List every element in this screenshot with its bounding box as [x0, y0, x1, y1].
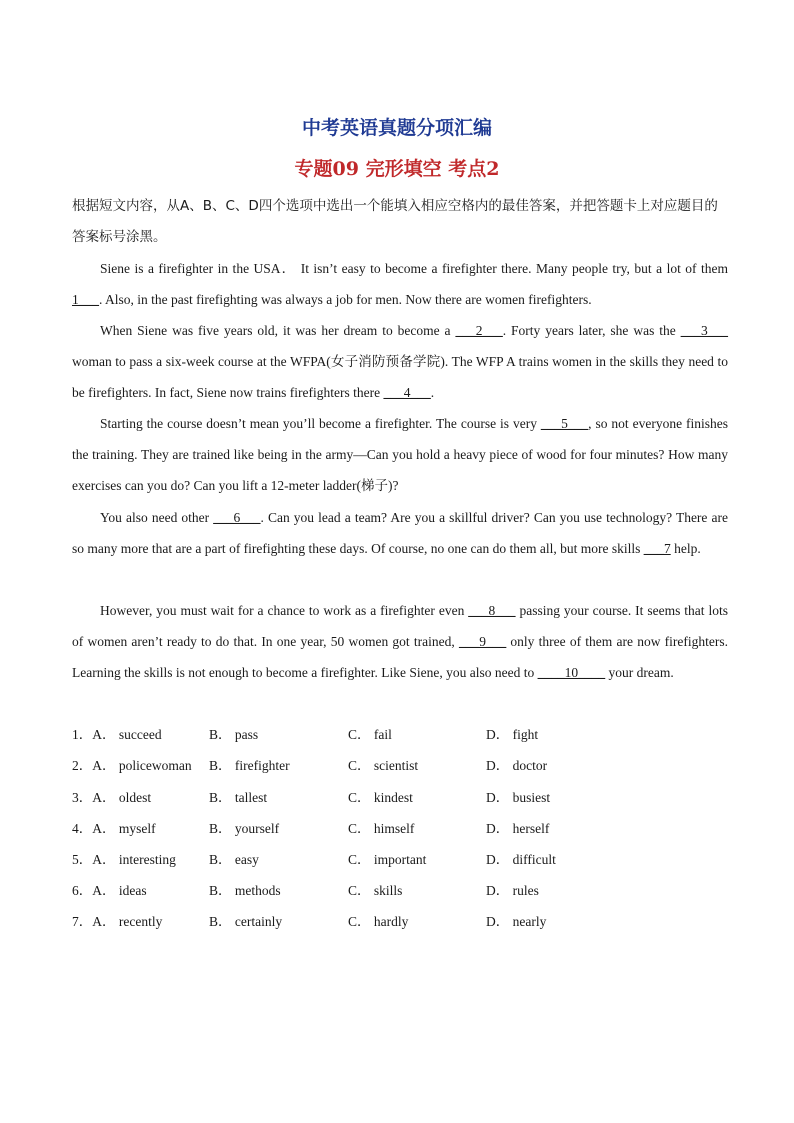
- option-c: C． himself: [348, 821, 415, 836]
- text-run: . Also, in the past firefighting was always a job for men. Now there are women firefighters.: [99, 292, 592, 307]
- question-3: [72, 782, 728, 813]
- text-run: woman to pass a six-week course at the WFPA(女子消防预备学院). The WFP A trains women in the skills they need to be firefighters. In fact, Siene now trains firefighters there: [72, 354, 728, 400]
- question-2: [72, 750, 728, 781]
- text-run: , so not everyone finishes the training. They are trained like being in the army—Can you hold a heavy piece of wood for four minutes? How many exercises can you do? Can you lift a 12-meter ladder(梯子)?: [72, 416, 728, 493]
- blank-9: ___9___: [458, 634, 507, 649]
- option-a: 6．A． ideas: [72, 883, 147, 898]
- option-d: D． rules: [486, 883, 539, 898]
- blank-2: ___2___: [455, 323, 503, 338]
- blank-5: ___5___: [540, 416, 589, 431]
- text-run: your dream.: [605, 665, 674, 680]
- option-a: 5．A． interesting: [72, 852, 176, 867]
- option-d: D． doctor: [486, 758, 548, 773]
- text-run: Starting the course doesn’t mean you’ll become a firefighter. The course is very: [100, 416, 541, 431]
- text-run: . Can you lead a team? Are you a skillful driver? Can you use technology? There are so many more that are a part of firefighting these days. Of course, no one can do them all, but more skills: [72, 510, 728, 556]
- option-c: C． scientist: [348, 758, 419, 773]
- blank-7: ___7: [643, 541, 671, 556]
- question-7: [72, 906, 728, 937]
- passage-paragraph-2: [72, 315, 728, 408]
- instructions: 根据短文内容，从A、B、C、D四个选项中选出一个能填入相应空格内的最佳答案，并把答题卡上对应题目的答案标号涂黑。: [72, 198, 718, 245]
- option-b: B． tallest: [209, 790, 268, 805]
- text-run: However, you must wait for a chance to work as a firefighter even: [100, 603, 469, 618]
- page-subtitle: 专题09 完形填空 考点2: [294, 158, 500, 180]
- text-run: only three of them are now firefighters. Learning the skills is not enough to become a firefighter. Like Siene, you also need to: [72, 634, 729, 680]
- page-title: 中考英语真题分项汇编: [301, 117, 492, 139]
- passage-paragraph-3: [72, 408, 728, 501]
- text-run: .: [430, 385, 435, 400]
- option-d: D． herself: [486, 821, 550, 836]
- blank-1: 1___: [72, 292, 99, 307]
- option-c: C． important: [348, 852, 427, 867]
- option-b: B． easy: [209, 852, 259, 867]
- question-1: [72, 719, 728, 750]
- option-b: B． firefighter: [209, 758, 290, 773]
- option-a: 2．A． policewoman: [72, 758, 192, 773]
- option-b: B． pass: [209, 727, 259, 742]
- text-run: . Forty years later, she was the: [502, 323, 681, 338]
- option-c: C． fail: [348, 727, 392, 742]
- option-b: B． methods: [209, 883, 281, 898]
- option-a: 7．A． recently: [72, 914, 163, 929]
- blank-3: ___3___: [680, 323, 728, 338]
- option-b: B． yourself: [209, 821, 280, 836]
- option-a: 1．A． succeed: [72, 727, 162, 742]
- option-d: D． fight: [486, 727, 539, 742]
- blank-8: ___8___: [468, 603, 516, 618]
- text-run: Siene is a firefighter in the USA． It isn’t easy to become a firefighter there. Many people try, but a lot of them: [100, 261, 728, 276]
- passage-paragraph-4: [72, 502, 728, 564]
- passage-paragraph-5: [72, 595, 728, 688]
- option-d: D． busiest: [486, 790, 551, 805]
- option-c: C． skills: [348, 883, 403, 898]
- option-c: C． hardly: [348, 914, 409, 929]
- blank-10: ____10____: [537, 665, 606, 680]
- option-d: D． nearly: [486, 914, 547, 929]
- option-c: C． kindest: [348, 790, 413, 805]
- blank-4: ___4___: [383, 385, 431, 400]
- option-a: 3．A． oldest: [72, 790, 152, 805]
- option-a: 4．A． myself: [72, 821, 156, 836]
- option-d: D． difficult: [486, 852, 556, 867]
- text-run: When Siene was five years old, it was her dream to become a: [100, 323, 456, 338]
- text-run: You also need other: [100, 510, 214, 525]
- text-run: help.: [670, 541, 701, 556]
- passage-paragraph-1: [72, 253, 728, 315]
- question-5: [72, 844, 728, 875]
- question-4: [72, 813, 728, 844]
- blank-6: ___6___: [213, 510, 261, 525]
- text-run: passing your course. It seems that lots of women aren’t ready to do that. In one year, 50 women got trained,: [72, 603, 729, 649]
- option-b: B． certainly: [209, 914, 283, 929]
- question-6: [72, 875, 728, 906]
